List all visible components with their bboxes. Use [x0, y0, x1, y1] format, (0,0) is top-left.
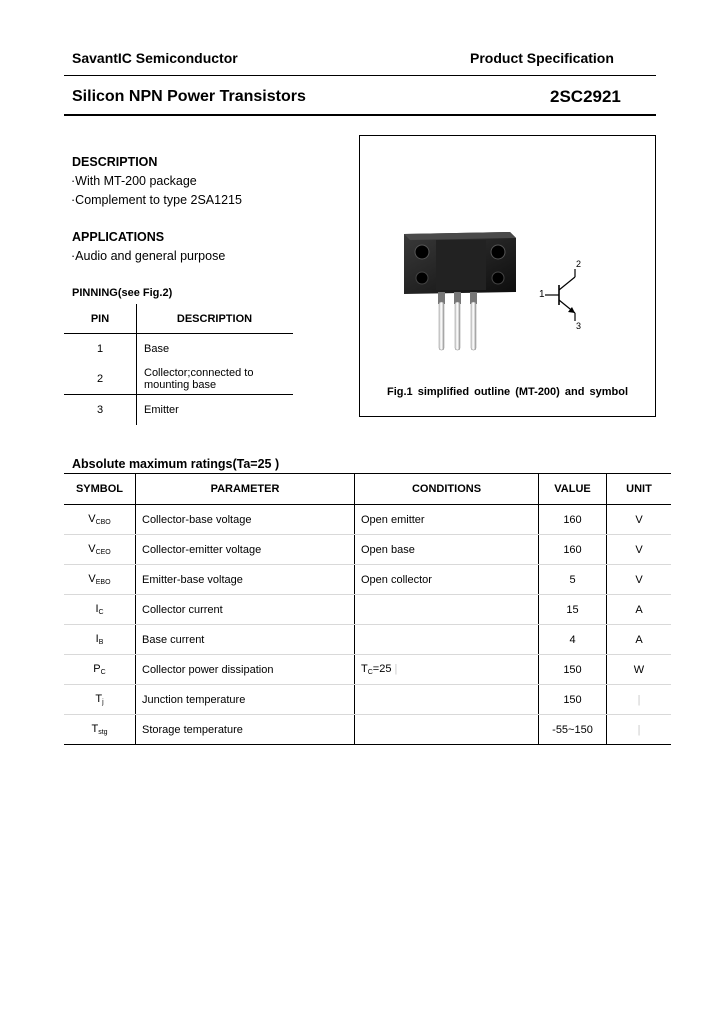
product-title: Silicon NPN Power Transistors [72, 88, 306, 105]
transistor-package-illustration [398, 228, 520, 354]
col-header-symbol: SYMBOL [64, 474, 136, 505]
parameter-cell: Collector-emitter voltage [136, 535, 355, 565]
col-header-parameter: PARAMETER [136, 474, 355, 505]
unit-cell: | [607, 715, 672, 745]
col-header-conditions: CONDITIONS [355, 474, 539, 505]
value-cell: 160 [539, 535, 607, 565]
pin-description [137, 364, 294, 395]
description-line-1: ·With MT-200 package [71, 174, 197, 188]
table-row [64, 655, 671, 685]
ratings-header-row [64, 474, 671, 505]
description-heading: DESCRIPTION [72, 155, 158, 169]
conditions-cell: Open emitter [355, 505, 539, 535]
parameter-cell: Collector-base voltage [136, 505, 355, 535]
figure-caption: Fig.1 simplified outline (MT-200) and symbol [386, 386, 629, 398]
symbol-cell: $T_j$ [64, 685, 136, 715]
pin-description: Base [144, 343, 170, 355]
symbol-cell: $I_C$ [64, 595, 136, 625]
part-number: 2SC2921 [550, 87, 621, 106]
pinning-table [64, 304, 293, 425]
col-header-unit: UNIT [607, 474, 672, 505]
table-row [64, 715, 671, 745]
unit-cell: V [607, 505, 672, 535]
applications-heading: APPLICATIONS [72, 230, 165, 244]
conditions-cell: Open collector [355, 565, 539, 595]
table-row [64, 505, 671, 535]
degree-glyph: | [394, 663, 398, 675]
table-row [64, 364, 293, 395]
table-row [64, 595, 671, 625]
symbol-label-emitter: 3 [576, 321, 582, 331]
header-rule-top [64, 75, 656, 76]
ratings-table [64, 473, 671, 745]
pin-description-line-1: Collector;connected to [144, 367, 254, 379]
pin-desc-col-header: DESCRIPTION [137, 304, 294, 334]
pin-number: 2 [64, 364, 137, 395]
symbol-label-base: 1 [539, 289, 545, 300]
col-header-value: VALUE [539, 474, 607, 505]
conditions-cell [355, 715, 539, 745]
conditions-cell [355, 595, 539, 625]
parameter-cell: Collector current [136, 595, 355, 625]
parameter-cell: Base current [136, 625, 355, 655]
symbol-cell: $V_{CEO}$ [64, 535, 136, 565]
conditions-cell: Open base [355, 535, 539, 565]
pin-description: Emitter [144, 404, 179, 416]
unit-cell: | [607, 685, 672, 715]
parameter-cell: Storage temperature [136, 715, 355, 745]
table-row [64, 625, 671, 655]
parameter-cell: Emitter-base voltage [136, 565, 355, 595]
pin-description-line-2: mounting base [144, 379, 217, 391]
value-cell: 160 [539, 505, 607, 535]
ratings-heading: Absolute maximum ratings(Ta=25 ) [72, 457, 280, 471]
unit-cell: V [607, 565, 672, 595]
unit-cell: A [607, 595, 672, 625]
symbol-label-collector: 2 [576, 259, 582, 269]
table-row [64, 685, 671, 715]
symbol-cell: $V_{EBO}$ [64, 565, 136, 595]
symbol-cell: $P_C$ [64, 655, 136, 685]
pin-col-header: PIN [64, 304, 137, 334]
symbol-cell: $V_{CBO}$ [64, 505, 136, 535]
value-cell: 150 [539, 655, 607, 685]
conditions-cell [355, 625, 539, 655]
header-rule-bottom [64, 114, 656, 116]
table-row [64, 535, 671, 565]
parameter-cell: Collector power dissipation [136, 655, 355, 685]
value-cell: 150 [539, 685, 607, 715]
conditions-cell [355, 685, 539, 715]
unit-cell: A [607, 625, 672, 655]
table-row [64, 395, 293, 426]
parameter-cell: Junction temperature [136, 685, 355, 715]
symbol-cell: $I_B$ [64, 625, 136, 655]
symbol-cell: $T_{stg}$ [64, 715, 136, 745]
description-line-2: ·Complement to type 2SA1215 [71, 193, 242, 207]
company-name: SavantIC Semiconductor [72, 50, 238, 66]
unit-cell: W [607, 655, 672, 685]
pin-number: 1 [64, 334, 137, 365]
value-cell: 15 [539, 595, 607, 625]
document-type: Product Specification [470, 50, 614, 66]
pinning-heading: PINNING(see Fig.2) [72, 287, 173, 299]
unit-cell: V [607, 535, 672, 565]
pin-number: 3 [64, 395, 137, 426]
table-row [64, 334, 293, 365]
table-row [64, 565, 671, 595]
value-cell: -55~150 [539, 715, 607, 745]
value-cell: 5 [539, 565, 607, 595]
value-cell: 4 [539, 625, 607, 655]
applications-line-1: ·Audio and general purpose [71, 249, 226, 263]
conditions-cell: $T_C=25$ | [355, 655, 539, 685]
